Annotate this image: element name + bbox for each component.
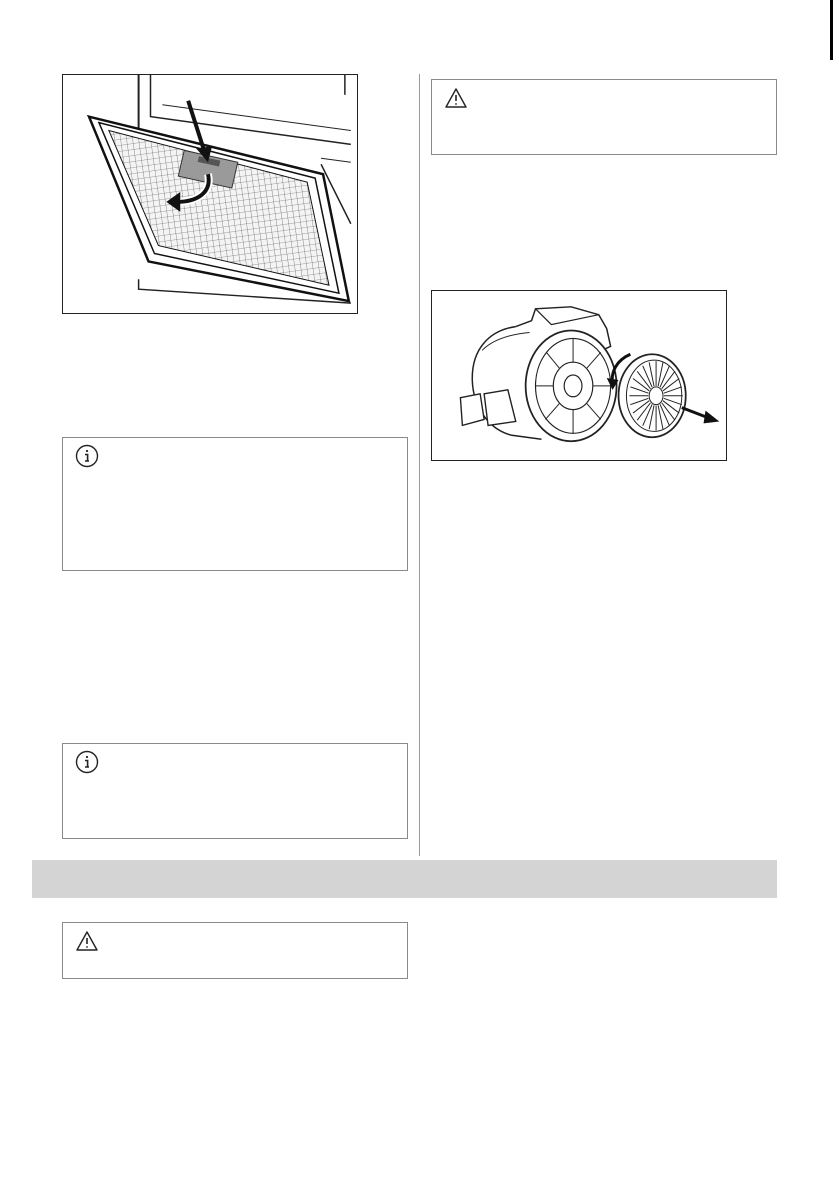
- info-notice-box: [62, 437, 408, 571]
- grease-filter-figure: [62, 74, 358, 314]
- section-heading-band: [32, 860, 777, 898]
- page-edge-marker: [830, 0, 833, 60]
- info-circle-icon: [75, 750, 99, 774]
- carbon-filter-removal-illustration: [432, 291, 726, 460]
- column-divider: [419, 74, 420, 856]
- warning-triangle-icon: [444, 86, 468, 110]
- carbon-filter-figure: [431, 290, 727, 461]
- warning-triangle-icon: [75, 929, 99, 953]
- info-circle-icon: [75, 444, 99, 468]
- warning-notice-box: [62, 922, 408, 979]
- grease-filter-removal-illustration: [63, 75, 357, 313]
- warning-notice-box: [431, 79, 777, 155]
- info-notice-box: [62, 743, 408, 839]
